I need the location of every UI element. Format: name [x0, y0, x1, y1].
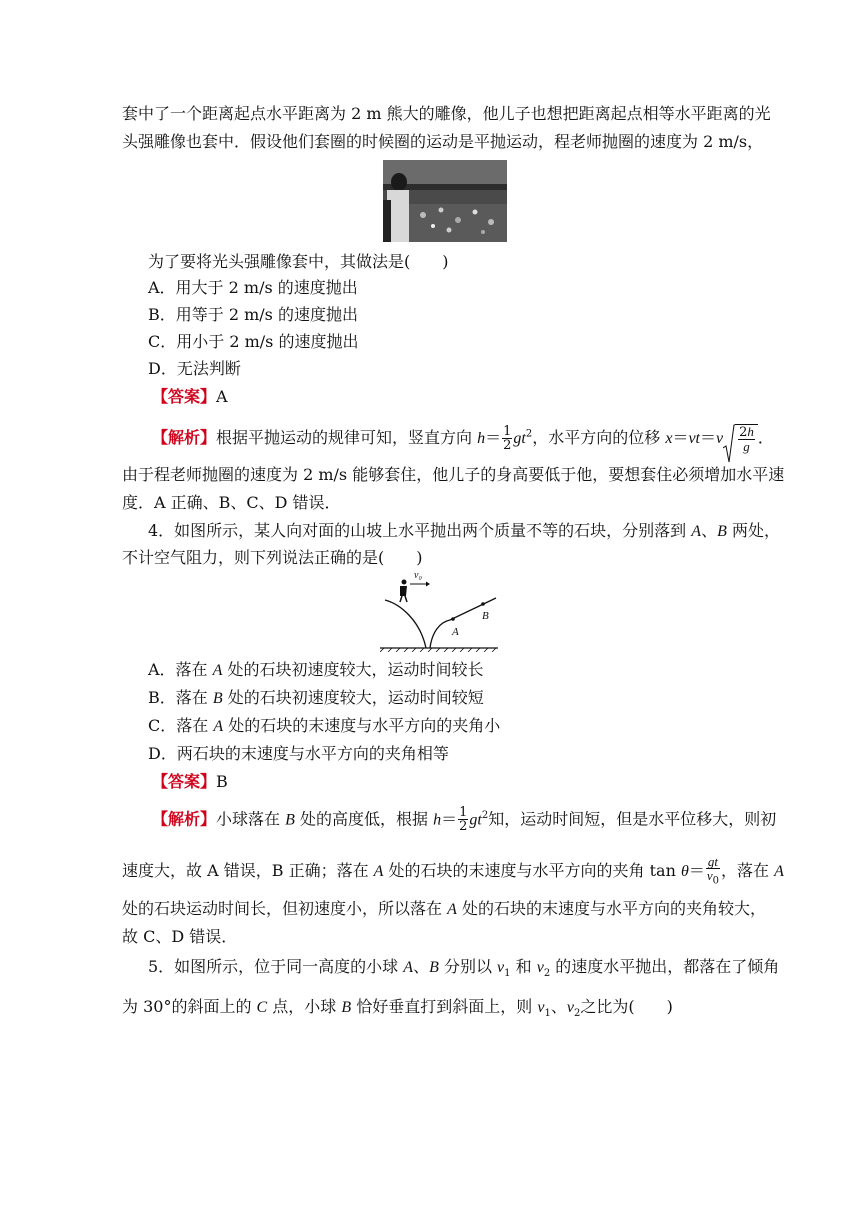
analysis-text: ，水平方向的位移 [532, 428, 666, 447]
fraction-half: $\frac{1}{2}$ [503, 424, 512, 453]
answer-value: B [216, 772, 228, 791]
fraction-half: $\frac{1}{2}$ [459, 805, 468, 835]
answer-tag: 【答案】 [152, 387, 217, 406]
q4-option-c [148, 716, 500, 737]
option-text: D．两石块的末速度与水平方向的夹角相等 [148, 744, 449, 763]
option-text: A．落在 [148, 660, 213, 679]
q4-answer [152, 772, 228, 792]
q4-analysis-line-4: 故 C、D 错误． [122, 927, 238, 946]
option-point: B [212, 690, 223, 707]
analysis-text: 根据平抛运动的规律可知，竖直方向 [216, 428, 478, 447]
analysis-tag: 【解析】 [152, 809, 217, 829]
analysis-text: 处的石块的末速度与水平方向的夹角 tan [383, 860, 681, 880]
q4-stem-line-2: 不计空气阻力，则下列说法正确的是( ) [122, 548, 423, 567]
q3-option-c: C．用小于 2 m/s 的速度抛出 [148, 332, 359, 351]
analysis-text: 处的石块的末速度与水平方向的夹角较大， [456, 899, 766, 918]
analysis-text: 知，运动时间短，但是水平位移大，则初 [488, 809, 777, 829]
option-point: A [213, 718, 224, 735]
q3-option-d: D．无法判断 [148, 359, 241, 378]
stem-text: 5．如图所示，位于同一高度的小球 [148, 957, 404, 976]
analysis-text: 处的高度低，根据 [294, 809, 434, 829]
point-b-label: B [482, 610, 489, 622]
analysis-text: 小球落在 [216, 809, 286, 829]
stem-text: 4．如图所示，某人向对面的山坡上水平抛出两个质量不等的石块，分别落到 [148, 521, 692, 540]
fraction-gt-v0: $\frac{gt}{v_0}$ [706, 854, 720, 887]
answer-value: A [216, 387, 228, 406]
stem-text: 的速度水平抛出，都落在了倾角 [550, 957, 780, 976]
q4-option-b [148, 688, 484, 709]
q4-analysis-line-3: 处的石块运动时间长，但初速度小，所以落在 A 处的石块的末速度与水平方向的夹角较大， [122, 899, 766, 918]
slope-figure [380, 570, 500, 652]
q4-option-d [148, 744, 449, 764]
stem-text: 恰好垂直打到斜面上，则 [351, 997, 538, 1016]
point-a-label: A [452, 626, 459, 638]
q3-option-b: B．用等于 2 m/s 的速度抛出 [148, 305, 358, 324]
stem-text: 点，小球 [267, 997, 342, 1016]
q4-option-a [148, 660, 484, 681]
stem-text: 两处， [731, 521, 780, 540]
option-text: B．落在 [148, 688, 213, 707]
stem-text: 和 [510, 957, 537, 976]
q3-option-a: A．用大于 2 m/s 的速度抛出 [148, 278, 358, 297]
stem-text: 之比为( ) [580, 997, 673, 1016]
q5-stem-line-1: 5．如图所示，位于同一高度的小球 A、B 分别以 $v_1$ 和 $v_2$ 的速度水平抛出，都落在了倾角 [148, 957, 780, 980]
option-text: C．落在 [148, 716, 214, 735]
option-point: A [212, 662, 223, 679]
q3-analysis-line-1: 【解析】根据平抛运动的规律可知，竖直方向 h＝ $\frac{1}{2}$ $gt^2$，水平方向的位移 x＝vt＝v $\frac{2h}{g}$ ． [152, 424, 774, 453]
analysis-tag: 【解析】 [152, 428, 217, 447]
analysis-text: ，落在 [721, 860, 775, 880]
stem-text: 分别以 [438, 957, 498, 976]
ring-toss-photo [383, 160, 507, 242]
q3-answer [152, 387, 228, 407]
analysis-text: 处的石块运动时间长，但初速度小，所以落在 [122, 899, 448, 918]
v0-label: v₀ [414, 570, 422, 581]
q4-analysis-line-1: 【解析】小球落在 B 处的高度低，根据 h＝ $\frac{1}{2}$ $gt^2$知，运动时间短，但是水平位移大，则初 [152, 805, 777, 835]
q3-stem: 为了要将光头强雕像套中，其做法是( ) [148, 252, 449, 271]
q4-analysis-line-2: 速度大，故 A 错误，B 正确；落在 A 处的石块的末速度与水平方向的夹角 tan θ＝ $\frac{gt}{v_0}$ ，落在 A [122, 854, 784, 887]
option-text: 处的石块初速度较大，运动时间较长 [222, 660, 484, 679]
intro-line-1: 套中了一个距离起点水平距离为 2 m 熊大的雕像，他儿子也想把距离起点相等水平距离的光 [122, 104, 771, 123]
q4-stem-line-1: 4．如图所示，某人向对面的山坡上水平抛出两个质量不等的石块，分别落到 A、B 两处， [148, 521, 780, 540]
q3-analysis-line-3: 度．A 正确、B、C、D 错误． [122, 493, 341, 512]
option-text: 处的石块初速度较大，运动时间较短 [222, 688, 484, 707]
analysis-text: 速度大，故 A 错误，B 正确；落在 [122, 860, 374, 880]
answer-tag: 【答案】 [152, 772, 217, 791]
q3-analysis-line-2: 由于程老师抛圈的速度为 2 m/s 能够套住，他儿子的身高要低于他，要想套住必须增加水平速 [122, 465, 785, 484]
stem-text: 为 30°的斜面上的 [122, 997, 257, 1016]
sqrt-expression: $\frac{2h}{g}$ [723, 424, 758, 453]
q5-stem-line-2: 为 30°的斜面上的 C 点，小球 B 恰好垂直打到斜面上，则 $v_1$、$v_2$之比为( ) [122, 997, 673, 1020]
intro-line-2: 头强雕像也套中．假设他们套圈的时候圈的运动是平抛运动，程老师抛圈的速度为 2 m/s， [122, 132, 764, 151]
option-text: 处的石块的末速度与水平方向的夹角小 [223, 716, 501, 735]
